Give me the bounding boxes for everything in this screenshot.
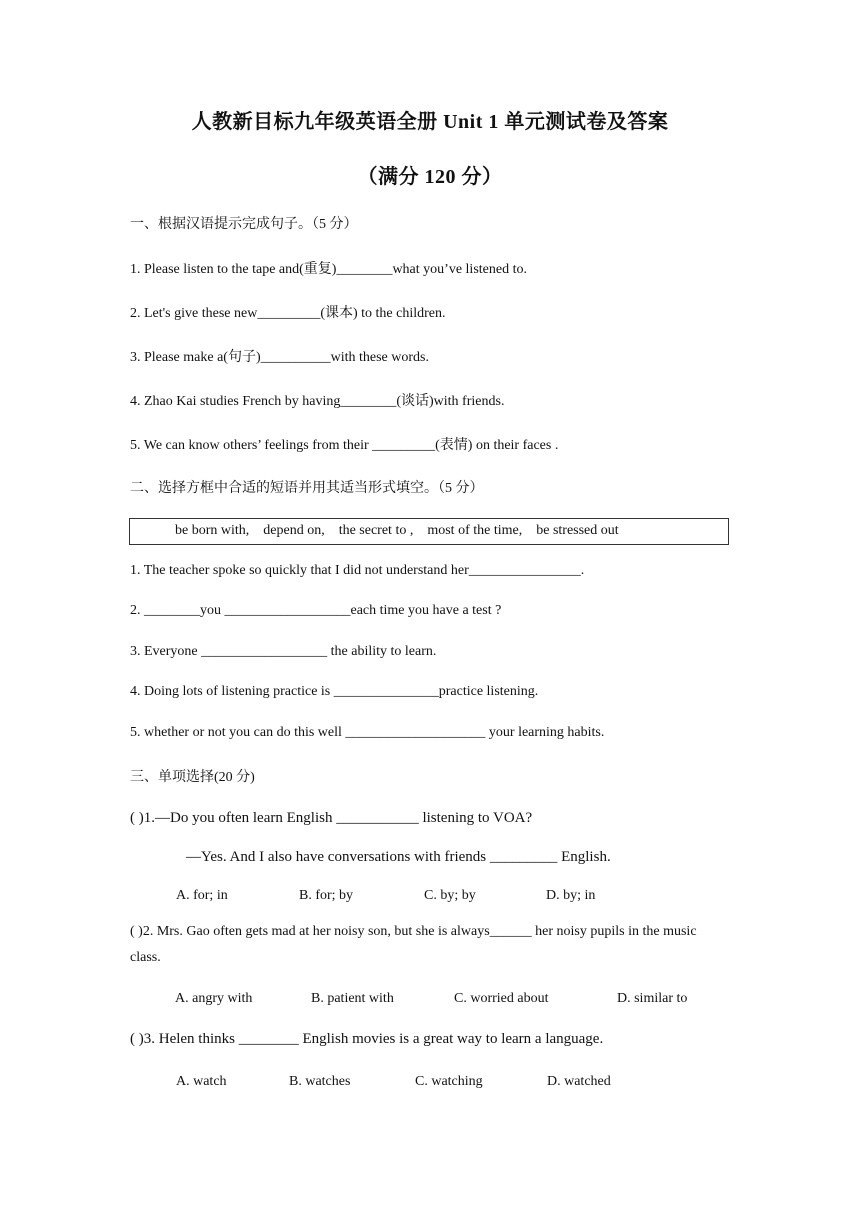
- section-1-heading: 一、根据汉语提示完成句子。（5 分）: [130, 217, 358, 232]
- s2-question-5: 5. whether or not you can do this well ____________________ your learning habits.: [130, 725, 605, 740]
- s3-q1-option-a: A. for; in: [176, 888, 228, 903]
- s1-question-3: 3. Please make a(句子)__________with these words.: [130, 350, 429, 365]
- s1-question-1: 1. Please listen to the tape and(重复)________what you’ve listened to.: [130, 262, 527, 277]
- s3-q3-option-b: B. watches: [289, 1074, 351, 1089]
- s3-q2-option-c: C. worried about: [454, 991, 549, 1006]
- s1-question-5: 5. We can know others’ feelings from their _________(表情) on their faces .: [130, 438, 559, 453]
- s3-q3-option-d: D. watched: [547, 1074, 611, 1089]
- s3-q1-option-d: D. by; in: [546, 888, 596, 903]
- s3-q1-option-b: B. for; by: [299, 888, 354, 903]
- page-title: 人教新目标九年级英语全册 Unit 1 单元测试卷及答案: [191, 111, 669, 133]
- section-2-heading: 二、选择方框中合适的短语并用其适当形式填空。（5 分）: [130, 481, 484, 496]
- phrase-5: be stressed out: [536, 523, 619, 538]
- s3-q3-option-c: C. watching: [415, 1074, 483, 1089]
- s2-question-4: 4. Doing lots of listening practice is _______________practice listening.: [130, 684, 539, 699]
- s3-q2-stem: ( )2. Mrs. Gao often gets mad at her noisy son, but she is always______ her noisy pupils in the music class.: [130, 924, 697, 965]
- section-3-heading: 三、单项选择(20 分): [130, 770, 255, 785]
- phrase-4: most of the time,: [427, 523, 523, 538]
- s3-q3-stem: ( )3. Helen thinks ________ English movies is a great way to learn a language.: [130, 1031, 604, 1047]
- s3-q2-option-a: A. angry with: [175, 991, 253, 1006]
- page-subtitle: （满分 120 分）: [357, 166, 503, 188]
- phrase-box: [129, 518, 729, 545]
- s2-question-2: 2. ________you __________________each time you have a test ?: [130, 603, 502, 618]
- s3-q2-option-d: D. similar to: [617, 991, 688, 1006]
- s1-question-2: 2. Let's give these new_________(课本) to the children.: [130, 306, 446, 321]
- s3-q1-stem: ( )1.—Do you often learn English ___________ listening to VOA?: [130, 810, 533, 826]
- s2-question-1: 1. The teacher spoke so quickly that I did not understand her________________.: [130, 563, 585, 578]
- phrase-3: the secret to ,: [338, 523, 414, 538]
- s1-question-4: 4. Zhao Kai studies French by having________(谈话)with friends.: [130, 394, 505, 409]
- s3-q1-option-c: C. by; by: [424, 888, 476, 903]
- s3-q1-stem-2: —Yes. And I also have conversations with friends _________ English.: [186, 849, 611, 865]
- phrase-2: depend on,: [263, 523, 325, 538]
- phrase-1: be born with,: [175, 523, 250, 538]
- s3-q3-option-a: A. watch: [176, 1074, 227, 1089]
- s2-question-3: 3. Everyone __________________ the ability to learn.: [130, 644, 437, 659]
- s3-q2-option-b: B. patient with: [311, 991, 394, 1006]
